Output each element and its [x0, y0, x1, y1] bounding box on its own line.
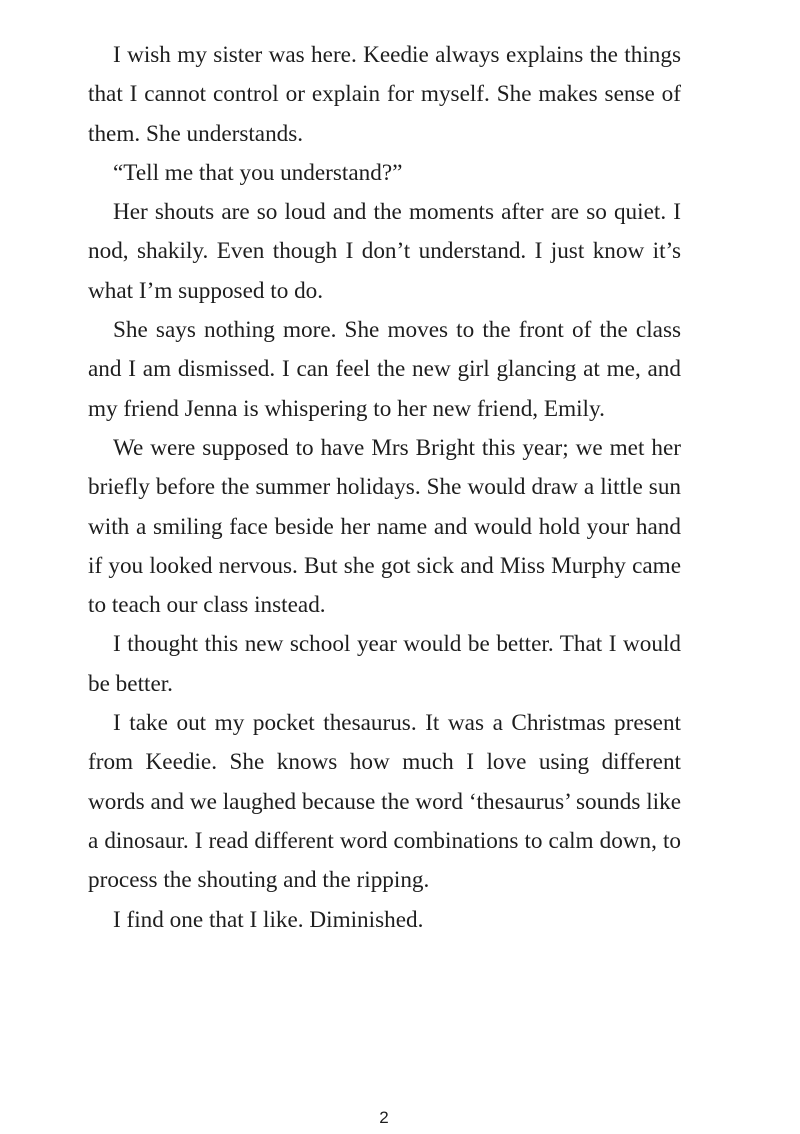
paragraph-1: I wish my sister was here. Keedie always explains the things that I cannot control or explain for myself. She makes sense of them. She understands. [88, 42, 681, 147]
paragraph-8: I find one that I like. Diminished. [113, 906, 424, 933]
paragraph-4: She says nothing more. She moves to the front of the class and I am dismissed. I can feel the new girl glancing at me, and my friend Jenna is whispering to her new friend, Emily. [88, 317, 681, 422]
paragraph-7: I take out my pocket thesaurus. It was a Christmas present from Keedie. She knows how much I love using different words and we laughed because the word ‘thesaurus’ sounds like a dinosaur. I read different word combinations to calm down, to process the shouting and the ripping. [88, 710, 681, 894]
page-number: 2 [379, 1108, 389, 1127]
paragraph-6: I thought this new school year would be better. That I would be better. [88, 631, 681, 697]
page-body [88, 36, 681, 940]
paragraph-5: We were supposed to have Mrs Bright this year; we met her briefly before the summer holidays. She would draw a little sun with a smiling face beside her name and would hold your hand if you looked nervous. But she got sick and Miss Murphy came to teach our class instead. [88, 434, 681, 619]
paragraph-3: Her shouts are so loud and the moments after are so quiet. I nod, shakily. Even though I don’t understand. I just know it’s what I’m supposed to do. [88, 199, 681, 304]
paragraph-2: “Tell me that you understand?” [113, 159, 403, 186]
